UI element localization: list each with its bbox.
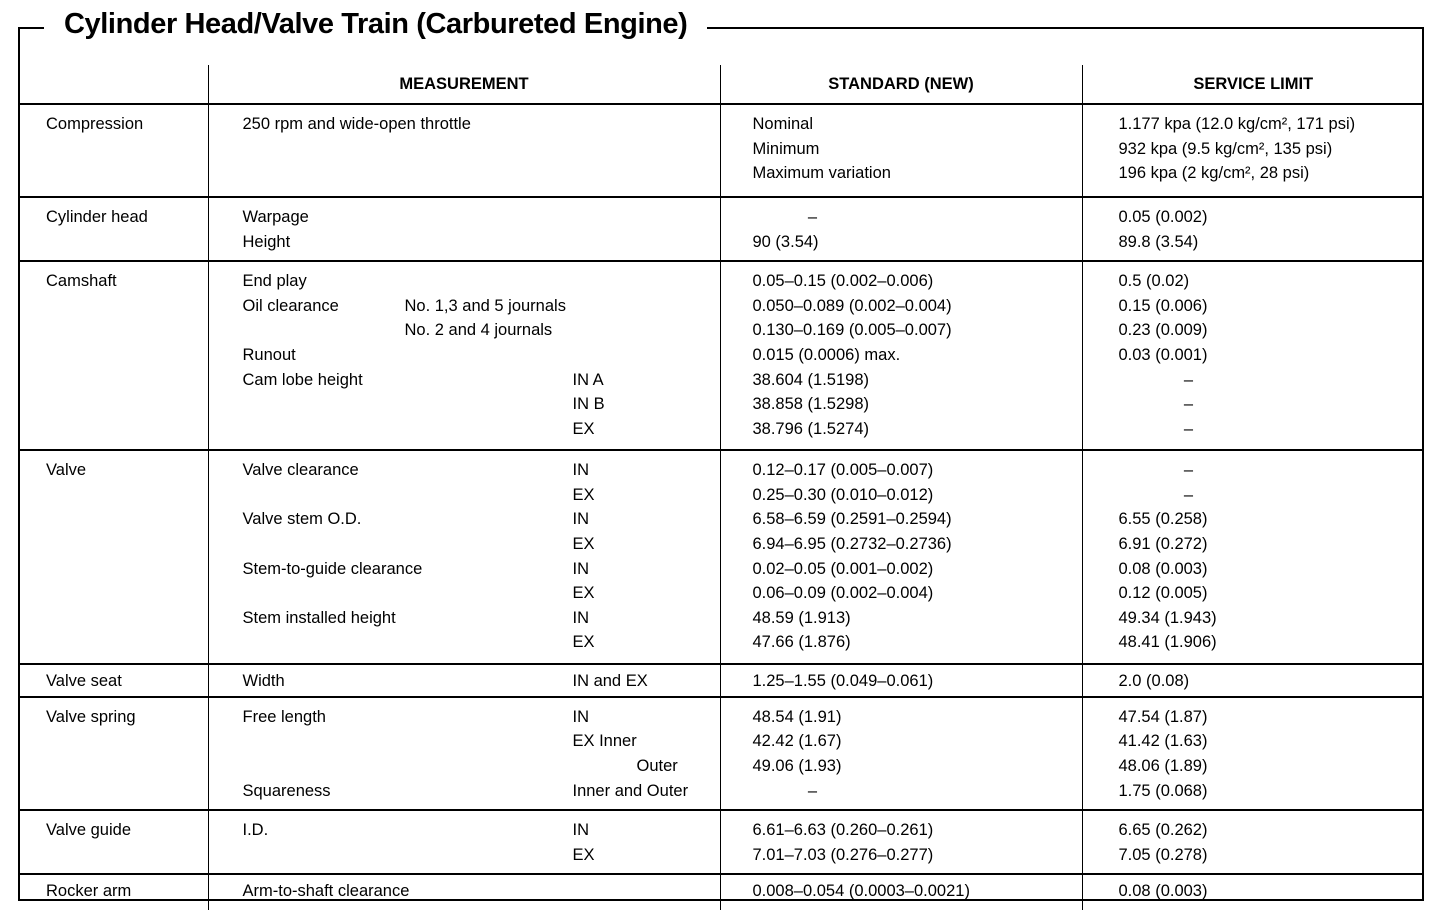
standard-value: 1.25–1.55 (0.049–0.061) xyxy=(752,672,934,691)
measurement-text: Stem-to-guide clearance xyxy=(242,559,423,578)
limit-value: 0.05 (0.002) xyxy=(1118,208,1208,226)
limit-value: 0.08 (0.003) xyxy=(1118,559,1208,578)
limit-value: 932 kpa (9.5 kg/cm², 135 psi) xyxy=(1118,139,1333,158)
header-service-limit: SERVICE LIMIT xyxy=(1082,65,1424,104)
side-label: EX xyxy=(572,845,595,864)
category-label: Camshaft xyxy=(46,272,117,291)
side-label: IN A xyxy=(572,370,604,389)
standard-value: 0.050–0.089 (0.002–0.004) xyxy=(752,296,952,315)
side-label: IN xyxy=(572,707,589,726)
limit-value: 48.41 (1.906) xyxy=(1118,633,1217,652)
side-label: IN xyxy=(572,461,589,480)
row-valve xyxy=(18,450,1424,664)
header-blank xyxy=(18,65,208,104)
spec-table xyxy=(18,65,1424,910)
category-label: Cylinder head xyxy=(46,208,148,226)
measurement-text: Valve stem O.D. xyxy=(242,510,362,529)
side-label: EX xyxy=(572,534,595,553)
category-label: Compression xyxy=(46,115,144,133)
row-valve-guide xyxy=(18,810,1424,874)
measurement-text: Width xyxy=(242,672,285,691)
measurement-text: Valve clearance xyxy=(242,461,359,480)
standard-value: Maximum variation xyxy=(752,164,891,183)
standard-value: 0.015 (0.0006) max. xyxy=(752,345,901,364)
side-label: IN and EX xyxy=(572,672,648,691)
limit-value: 6.55 (0.258) xyxy=(1118,510,1208,529)
category-label: Valve seat xyxy=(46,672,122,691)
limit-value: 48.06 (1.89) xyxy=(1118,756,1208,775)
standard-value: 0.25–0.30 (0.010–0.012) xyxy=(752,485,934,504)
limit-value: 0.5 (0.02) xyxy=(1118,272,1190,291)
limit-value: 47.54 (1.87) xyxy=(1118,707,1208,726)
header-standard: STANDARD (NEW) xyxy=(720,65,1082,104)
side-label: EX Inner xyxy=(572,732,637,751)
limit-value: 1.177 kpa (12.0 kg/cm², 171 psi) xyxy=(1118,115,1356,133)
side-label: EX xyxy=(572,633,595,652)
measurement-text: I.D. xyxy=(242,821,269,840)
standard-value: Nominal xyxy=(752,115,814,133)
standard-value: 0.12–0.17 (0.005–0.007) xyxy=(752,461,934,480)
limit-value: 0.12 (0.005) xyxy=(1118,584,1208,603)
row-cylinder-head xyxy=(18,197,1424,261)
measurement-text: Oil clearance xyxy=(242,296,339,315)
measurement-text: Squareness xyxy=(242,781,331,800)
header-row xyxy=(18,65,1424,104)
row-valve-spring xyxy=(18,697,1424,810)
limit-value: 49.34 (1.943) xyxy=(1118,608,1217,627)
standard-value: 6.61–6.63 (0.260–0.261) xyxy=(752,821,934,840)
measurement-text: Cam lobe height xyxy=(242,370,363,389)
side-label: EX xyxy=(572,584,595,603)
standard-value: 0.05–0.15 (0.002–0.006) xyxy=(752,272,934,291)
side-label: IN xyxy=(572,821,589,840)
standard-value: 0.008–0.054 (0.0003–0.0021) xyxy=(752,882,970,901)
category-label: Rocker arm xyxy=(46,882,132,901)
measurement-subtext: No. 2 and 4 journals xyxy=(404,321,553,340)
limit-value: 0.03 (0.001) xyxy=(1118,345,1208,364)
standard-value: 0.02–0.05 (0.001–0.002) xyxy=(752,559,934,578)
standard-value: 42.42 (1.67) xyxy=(752,732,842,751)
standard-value: 47.66 (1.876) xyxy=(752,633,851,652)
standard-value: 6.58–6.59 (0.2591–0.2594) xyxy=(752,510,952,529)
header-measurement: MEASUREMENT xyxy=(208,65,720,104)
limit-value: – xyxy=(1183,370,1194,389)
measurement-text: Free length xyxy=(242,707,326,726)
standard-value: – xyxy=(807,208,818,226)
measurement-text: Warpage xyxy=(242,208,309,226)
limit-value: 89.8 (3.54) xyxy=(1118,232,1199,251)
limit-value: – xyxy=(1183,485,1194,504)
category-label: Valve guide xyxy=(46,821,132,840)
standard-value: 38.796 (1.5274) xyxy=(752,419,870,438)
row-valve-seat xyxy=(18,664,1424,697)
standard-value: 6.94–6.95 (0.2732–0.2736) xyxy=(752,534,952,553)
standard-value: 38.604 (1.5198) xyxy=(752,370,870,389)
limit-value: 6.91 (0.272) xyxy=(1118,534,1208,553)
standard-value: 48.59 (1.913) xyxy=(752,608,851,627)
category-label: Valve spring xyxy=(46,707,136,726)
limit-value: – xyxy=(1183,395,1194,414)
measurement-text: End play xyxy=(242,272,307,291)
limit-value: 2.0 (0.08) xyxy=(1118,672,1190,691)
standard-value: 90 (3.54) xyxy=(752,232,819,251)
limit-value: 6.65 (0.262) xyxy=(1118,821,1208,840)
standard-value: 0.06–0.09 (0.002–0.004) xyxy=(752,584,934,603)
row-camshaft xyxy=(18,261,1424,450)
standard-value: 7.01–7.03 (0.276–0.277) xyxy=(752,845,934,864)
measurement-text: Arm-to-shaft clearance xyxy=(242,882,410,901)
limit-value: 1.75 (0.068) xyxy=(1118,781,1208,800)
limit-value: 0.08 (0.003) xyxy=(1118,882,1208,901)
side-label: IN B xyxy=(572,395,605,414)
standard-value: – xyxy=(807,781,818,800)
standard-value: 49.06 (1.93) xyxy=(752,756,842,775)
side-label: Inner and Outer xyxy=(572,781,689,800)
limit-value: – xyxy=(1183,419,1194,438)
limit-value: 196 kpa (2 kg/cm², 28 psi) xyxy=(1118,164,1310,183)
measurement-text: Stem installed height xyxy=(242,608,396,627)
standard-value: 48.54 (1.91) xyxy=(752,707,842,726)
side-label: IN xyxy=(572,608,589,627)
measurement-subtext: No. 1,3 and 5 journals xyxy=(404,296,566,315)
side-label: EX xyxy=(572,419,595,438)
measurement-text: 250 rpm and wide-open throttle xyxy=(242,115,471,133)
measurement-text: Height xyxy=(242,232,291,251)
category-label: Valve xyxy=(46,461,87,480)
limit-value: 41.42 (1.63) xyxy=(1118,732,1208,751)
limit-value: – xyxy=(1183,461,1194,480)
limit-value: 7.05 (0.278) xyxy=(1118,845,1208,864)
standard-value: 0.130–0.169 (0.005–0.007) xyxy=(752,321,952,340)
standard-value: 38.858 (1.5298) xyxy=(752,395,870,414)
measurement-text: Runout xyxy=(242,345,296,364)
standard-value: Minimum xyxy=(752,139,820,158)
side-label: IN xyxy=(572,559,589,578)
limit-value: 0.23 (0.009) xyxy=(1118,321,1208,340)
row-compression xyxy=(18,104,1424,197)
side-label: EX xyxy=(572,485,595,504)
row-rocker-arm xyxy=(18,874,1424,910)
side-label: IN xyxy=(572,510,589,529)
side-label: Outer xyxy=(636,756,678,775)
limit-value: 0.15 (0.006) xyxy=(1118,296,1208,315)
page-title: Cylinder Head/Valve Train (Carbureted Engine) xyxy=(44,6,707,42)
